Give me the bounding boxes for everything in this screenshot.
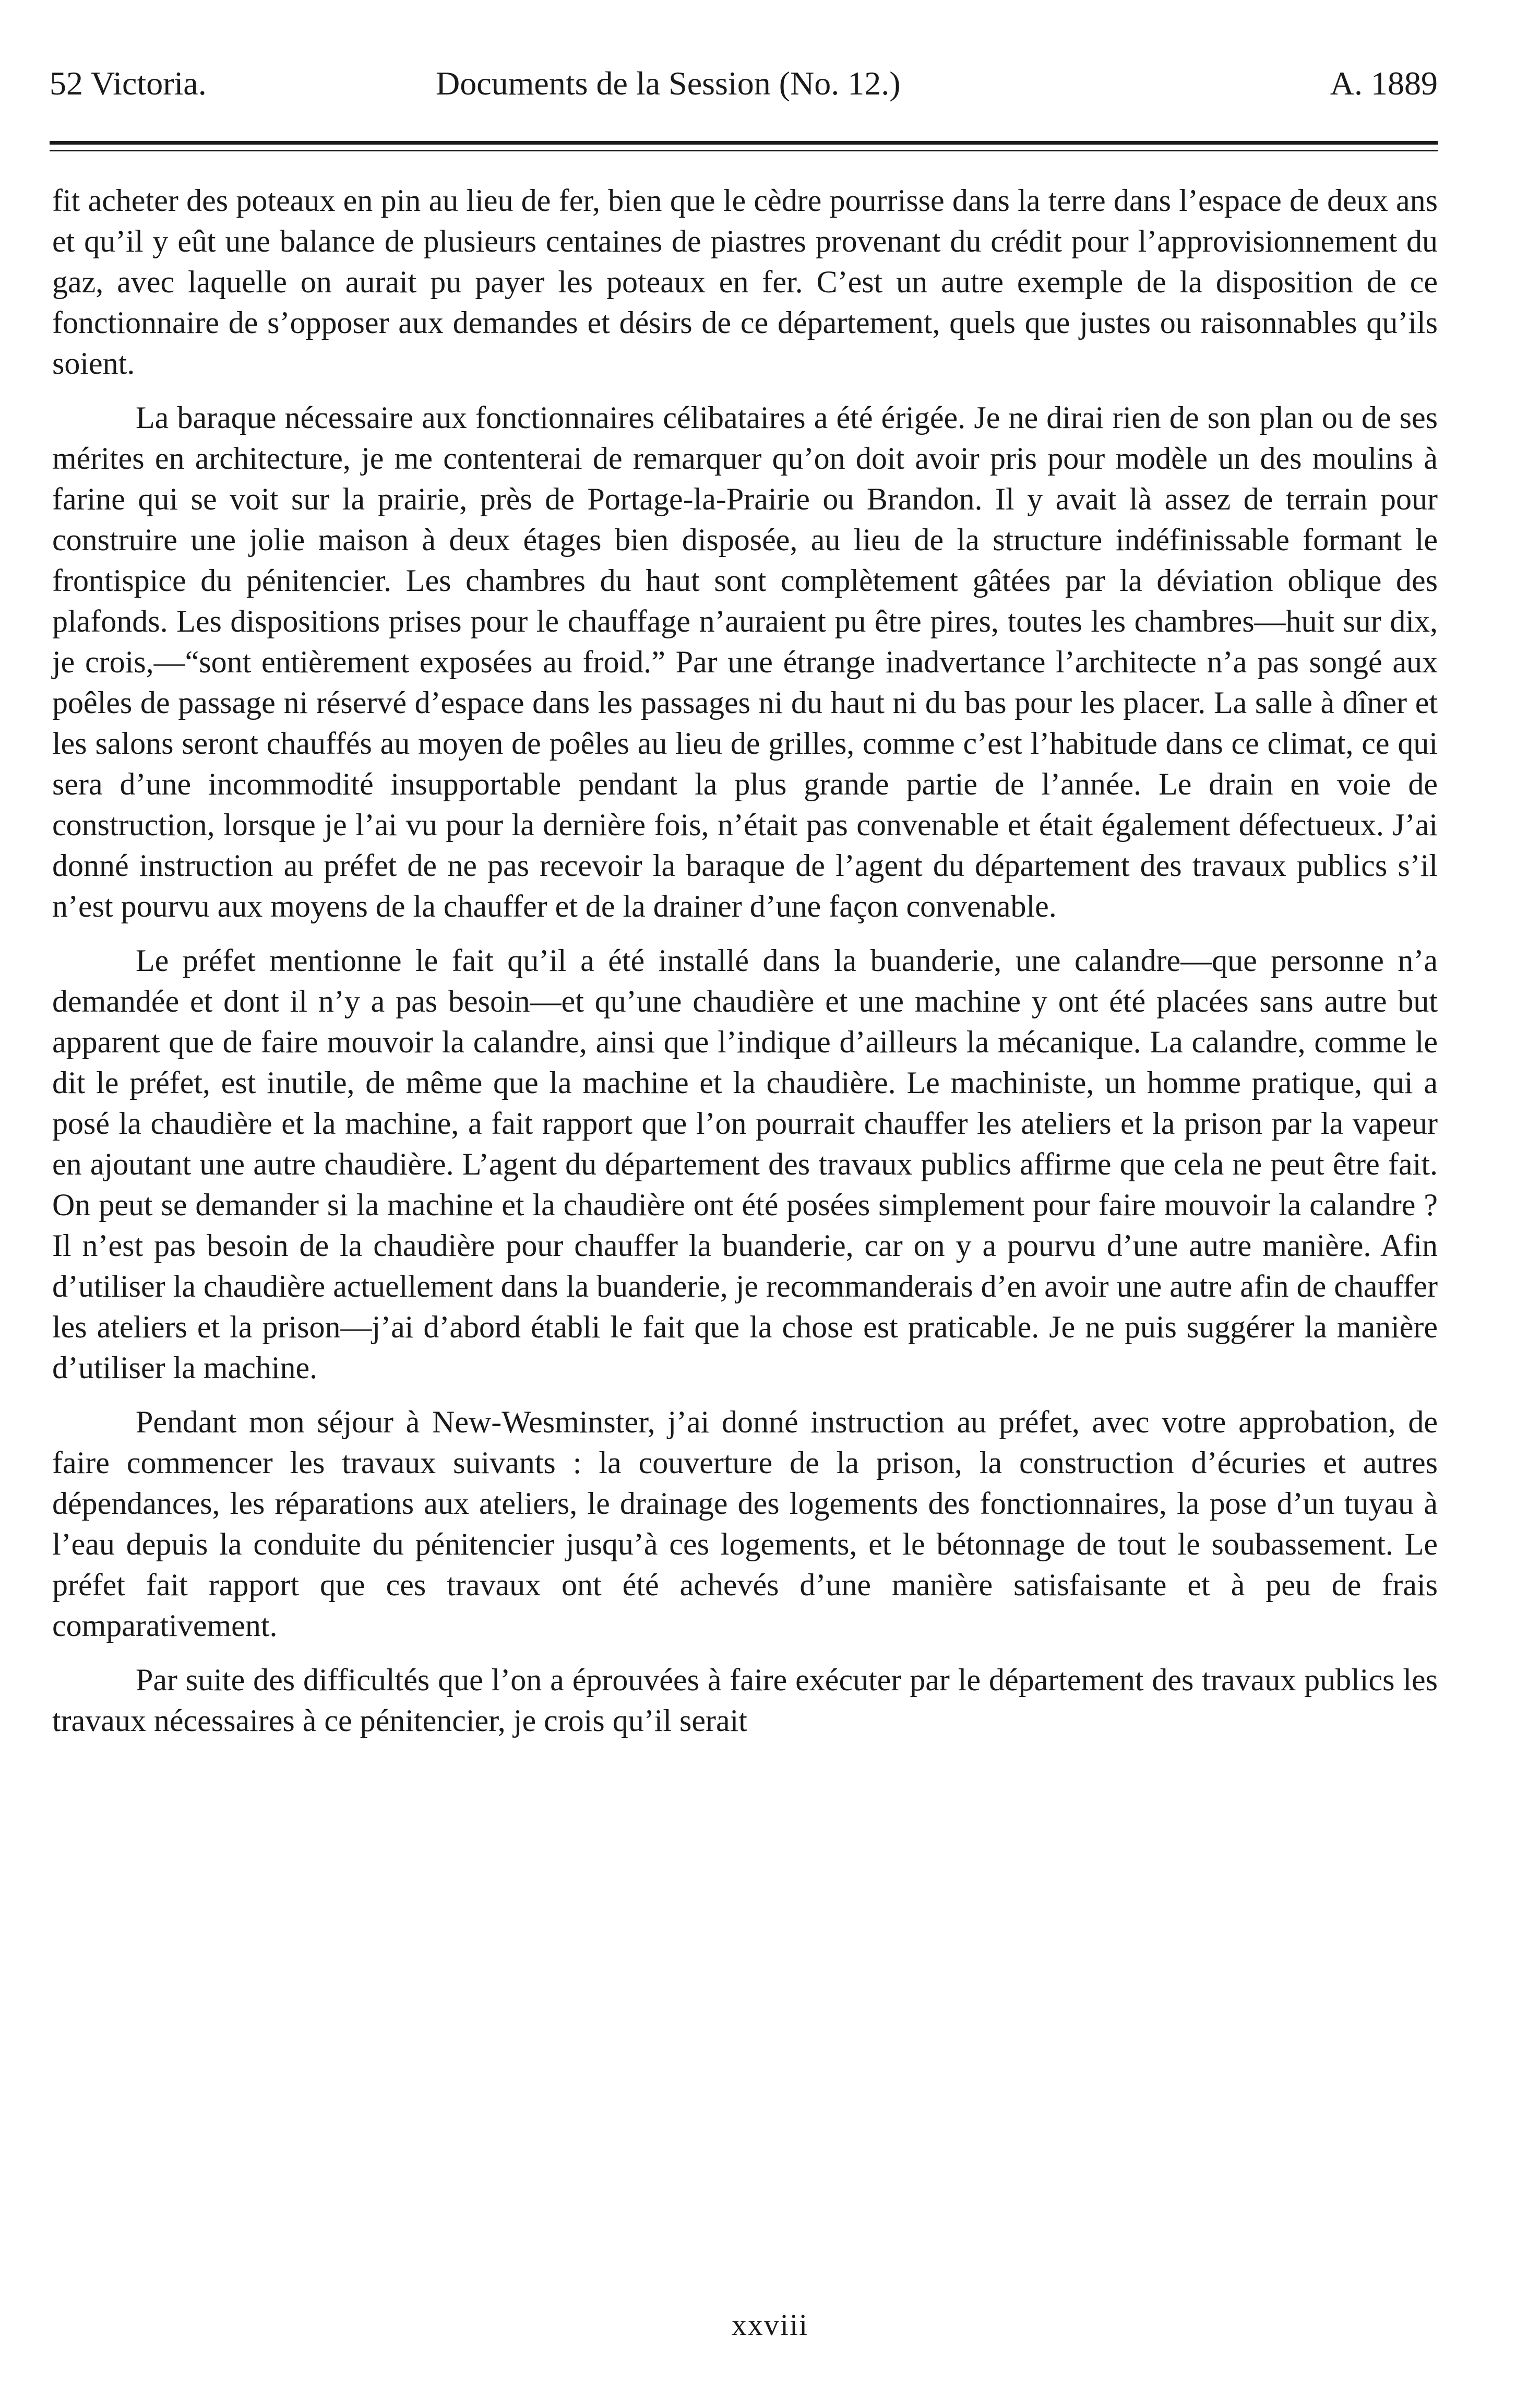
header-title: Documents de la Session (No. 12.) bbox=[436, 65, 901, 102]
header-year: A. 1889 bbox=[1330, 65, 1438, 102]
page-number: xxviii bbox=[731, 2308, 809, 2342]
paragraph-3: Le préfet mentionne le fait qu’il a été installé dans la buanderie, une calandre—que personne n’a demandée et dont il n’y a pas besoin—et qu’une chaudière et une machine y ont été placées sans autre but apparent que de faire mouvoir la calandre, ainsi que l’indique d’ailleurs la mécanique. La calandre, comme le dit le préfet, est inutile, de même que la machine et la chaudière. Le machiniste, un homme pratique, qui a posé la chaudière et la machine, a fait rapport que l’on pourrait chauffer les ateliers et la prison par la vapeur en ajoutant une autre chaudière. L’agent du département des travaux publics affirme que cela ne peut être fait. On peut se demander si la machine et la chaudière ont été posées simplement pour faire mouvoir la calandre ? Il n’est pas besoin de la chaudière pour chauffer la buanderie, car on y a pourvu d’une autre manière. Afin d’utiliser la chaudière actuellement dans la buanderie, je recommanderais d’en avoir une autre afin de chauffer les ateliers et la prison—j’ai d’abord établi le fait que la chose est praticable. Je ne puis suggérer la manière d’utiliser la machine. bbox=[52, 943, 1438, 1385]
paragraph-5: Par suite des difficultés que l’on a éprouvées à faire exécuter par le département des travaux publics les travaux nécessaires à ce pénitencier, je crois qu’il serait bbox=[52, 1663, 1438, 1738]
running-header bbox=[50, 55, 1438, 112]
header-rule-thin bbox=[50, 150, 1438, 151]
header-volume: 52 Victoria. bbox=[50, 65, 207, 102]
paragraph-1: fit acheter des poteaux en pin au lieu de fer, bien que le cèdre pourrisse dans la terre dans l’espace de deux ans et qu’il y eût une balance de plusieurs centaines de piastres provenant du crédit pour l’approvisionnement du gaz, avec laquelle on aurait pu payer les poteaux en fer. C’est un autre exemple de la disposition de ce fonctionnaire de s’opposer aux demandes et désirs de ce département, quels que justes ou raisonnables qu’ils soient. bbox=[52, 183, 1438, 381]
body-text bbox=[52, 180, 1438, 1754]
paragraph-2: La baraque nécessaire aux fonctionnaires célibataires a été érigée. Je ne dirai rien de son plan ou de ses mérites en architecture, je me contenterai de remarquer qu’on doit avoir pris pour modèle un des moulins à farine qui se voit sur la prairie, près de Portage-la-Prairie ou Brandon. Il y avait là assez de terrain pour construire une jolie maison à deux étages bien disposée, au lieu de la structure indéfinissable formant le frontispice du pénitencier. Les chambres du haut sont complètement gâtées par la déviation oblique des plafonds. Les dispositions prises pour le chauffage n’auraient pu être pires, toutes les chambres—huit sur dix, je crois,—“sont entièrement exposées au froid.” Par une étrange inadvertance l’architecte n’a pas songé aux poêles de passage ni réservé d’espace dans les passages ni du haut ni du bas pour les placer. La salle à dîner et les salons seront chauffés au moyen de poêles au lieu de grilles, comme c’est l’habitude dans ce climat, ce qui sera d’une incommodité insupportable pendant la plus grande partie de l’année. Le drain en voie de construction, lorsque je l’ai vu pour la dernière fois, n’était pas convenable et était également défectueux. J’ai donné instruction au préfet de ne pas recevoir la baraque de l’agent du département des travaux publics s’il n’est pourvu aux moyens de la chauffer et de la drainer d’une façon convenable. bbox=[52, 400, 1438, 923]
header-rule-thick bbox=[50, 141, 1438, 145]
paragraph-4: Pendant mon séjour à New-Wesminster, j’ai donné instruction au préfet, avec votre approbation, de faire commencer les travaux suivants : la couverture de la prison, la construction d’écuries et autres dépendances, les réparations aux ateliers, le drainage des logements des fonctionnaires, la pose d’un tuyau à l’eau depuis la conduite du pénitencier jusqu’à ces logements, et le bétonnage de tout le soubassement. Le préfet fait rapport que ces travaux ont été achevés d’une manière satisfaisante et à peu de frais comparativement. bbox=[52, 1405, 1438, 1643]
